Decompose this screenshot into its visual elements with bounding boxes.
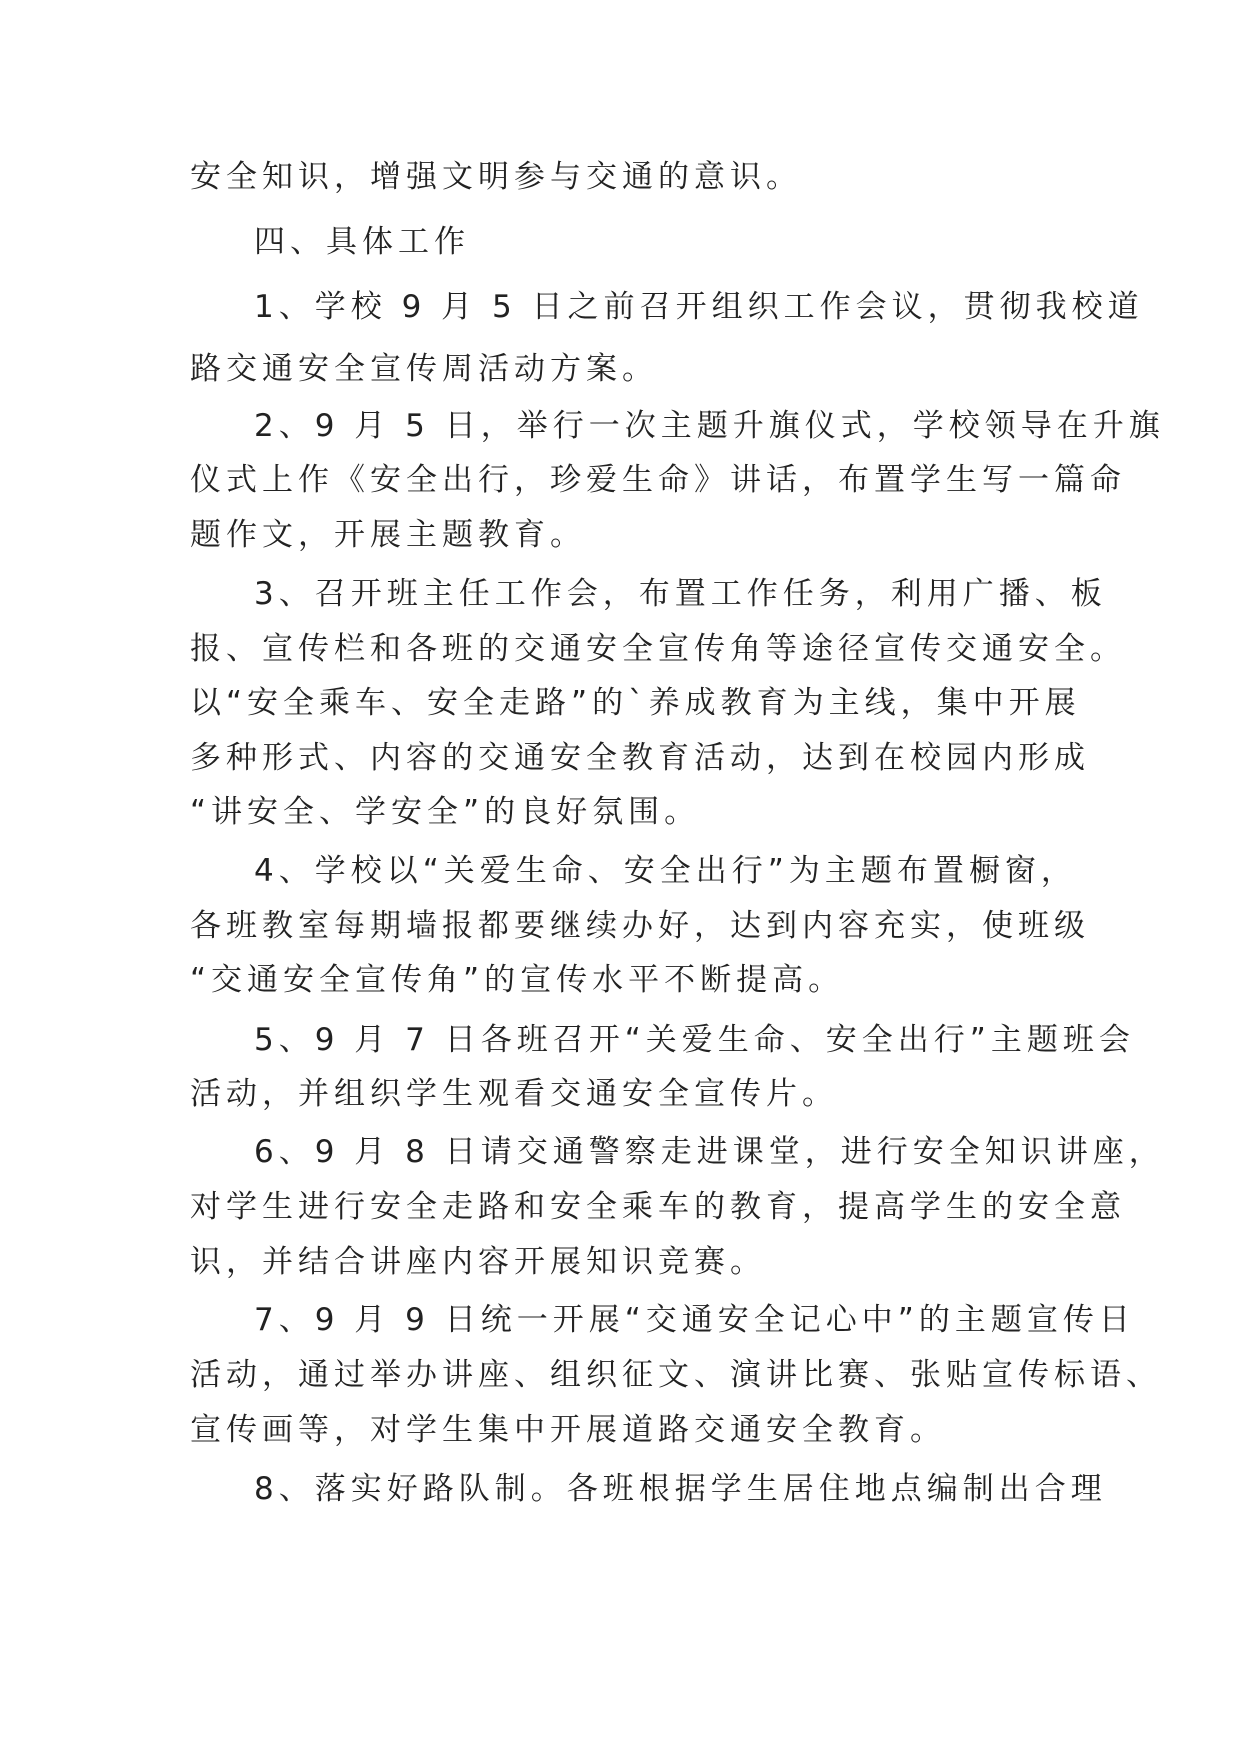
text-line: 活动，并组织学生观看交通安全宣传片。: [190, 1076, 838, 1112]
section-heading: 四、具体工作: [254, 224, 470, 260]
text-line: 7、9 月 9 日统一开展“交通安全记心中”的主题宣传日: [254, 1302, 1135, 1338]
text-line: 8、落实好路队制。各班根据学生居住地点编制出合理: [254, 1471, 1107, 1507]
text-line: 4、学校以“关爱生命、安全出行”为主题布置橱窗，: [254, 853, 1077, 889]
text-line: 2、9 月 5 日，举行一次主题升旗仪式，学校领导在升旗: [254, 408, 1165, 444]
text-line: 3、召开班主任工作会，布置工作任务，利用广播、板: [254, 576, 1107, 612]
text-line: 路交通安全宣传周活动方案。: [190, 351, 658, 387]
text-line: 各班教室每期墙报都要继续办好，达到内容充实，使班级: [190, 908, 1090, 944]
text-line: 宣传画等，对学生集中开展道路交通安全教育。: [190, 1412, 946, 1448]
text-line: 多种形式、内容的交通安全教育活动，达到在校园内形成: [190, 740, 1090, 776]
text-line: 6、9 月 8 日请交通警察走进课堂，进行安全知识讲座，: [254, 1134, 1165, 1170]
text-line: “讲安全、学安全”的良好氛围。: [190, 794, 701, 830]
text-line: 1、学校 9 月 5 日之前召开组织工作会议，贯彻我校道: [254, 289, 1144, 325]
text-line: 对学生进行安全走路和安全乘车的教育，提高学生的安全意: [190, 1189, 1126, 1225]
text-line: 识，并结合讲座内容开展知识竞赛。: [190, 1244, 766, 1280]
text-line: 题作文，开展主题教育。: [190, 517, 586, 553]
text-line: 仪式上作《安全出行，珍爱生命》讲话，布置学生写一篇命: [190, 462, 1126, 498]
text-line: 安全知识，增强文明参与交通的意识。: [190, 159, 802, 195]
text-line: “交通安全宣传角”的宣传水平不断提高。: [190, 962, 845, 998]
text-line: 以“安全乘车、安全走路”的`养成教育为主线，集中开展: [190, 685, 1081, 721]
text-line: 5、9 月 7 日各班召开“关爱生命、安全出行”主题班会: [254, 1022, 1135, 1058]
text-line: 报、宣传栏和各班的交通安全宣传角等途径宣传交通安全。: [190, 631, 1126, 667]
text-line: 活动，通过举办讲座、组织征文、演讲比赛、张贴宣传标语、: [190, 1357, 1162, 1393]
